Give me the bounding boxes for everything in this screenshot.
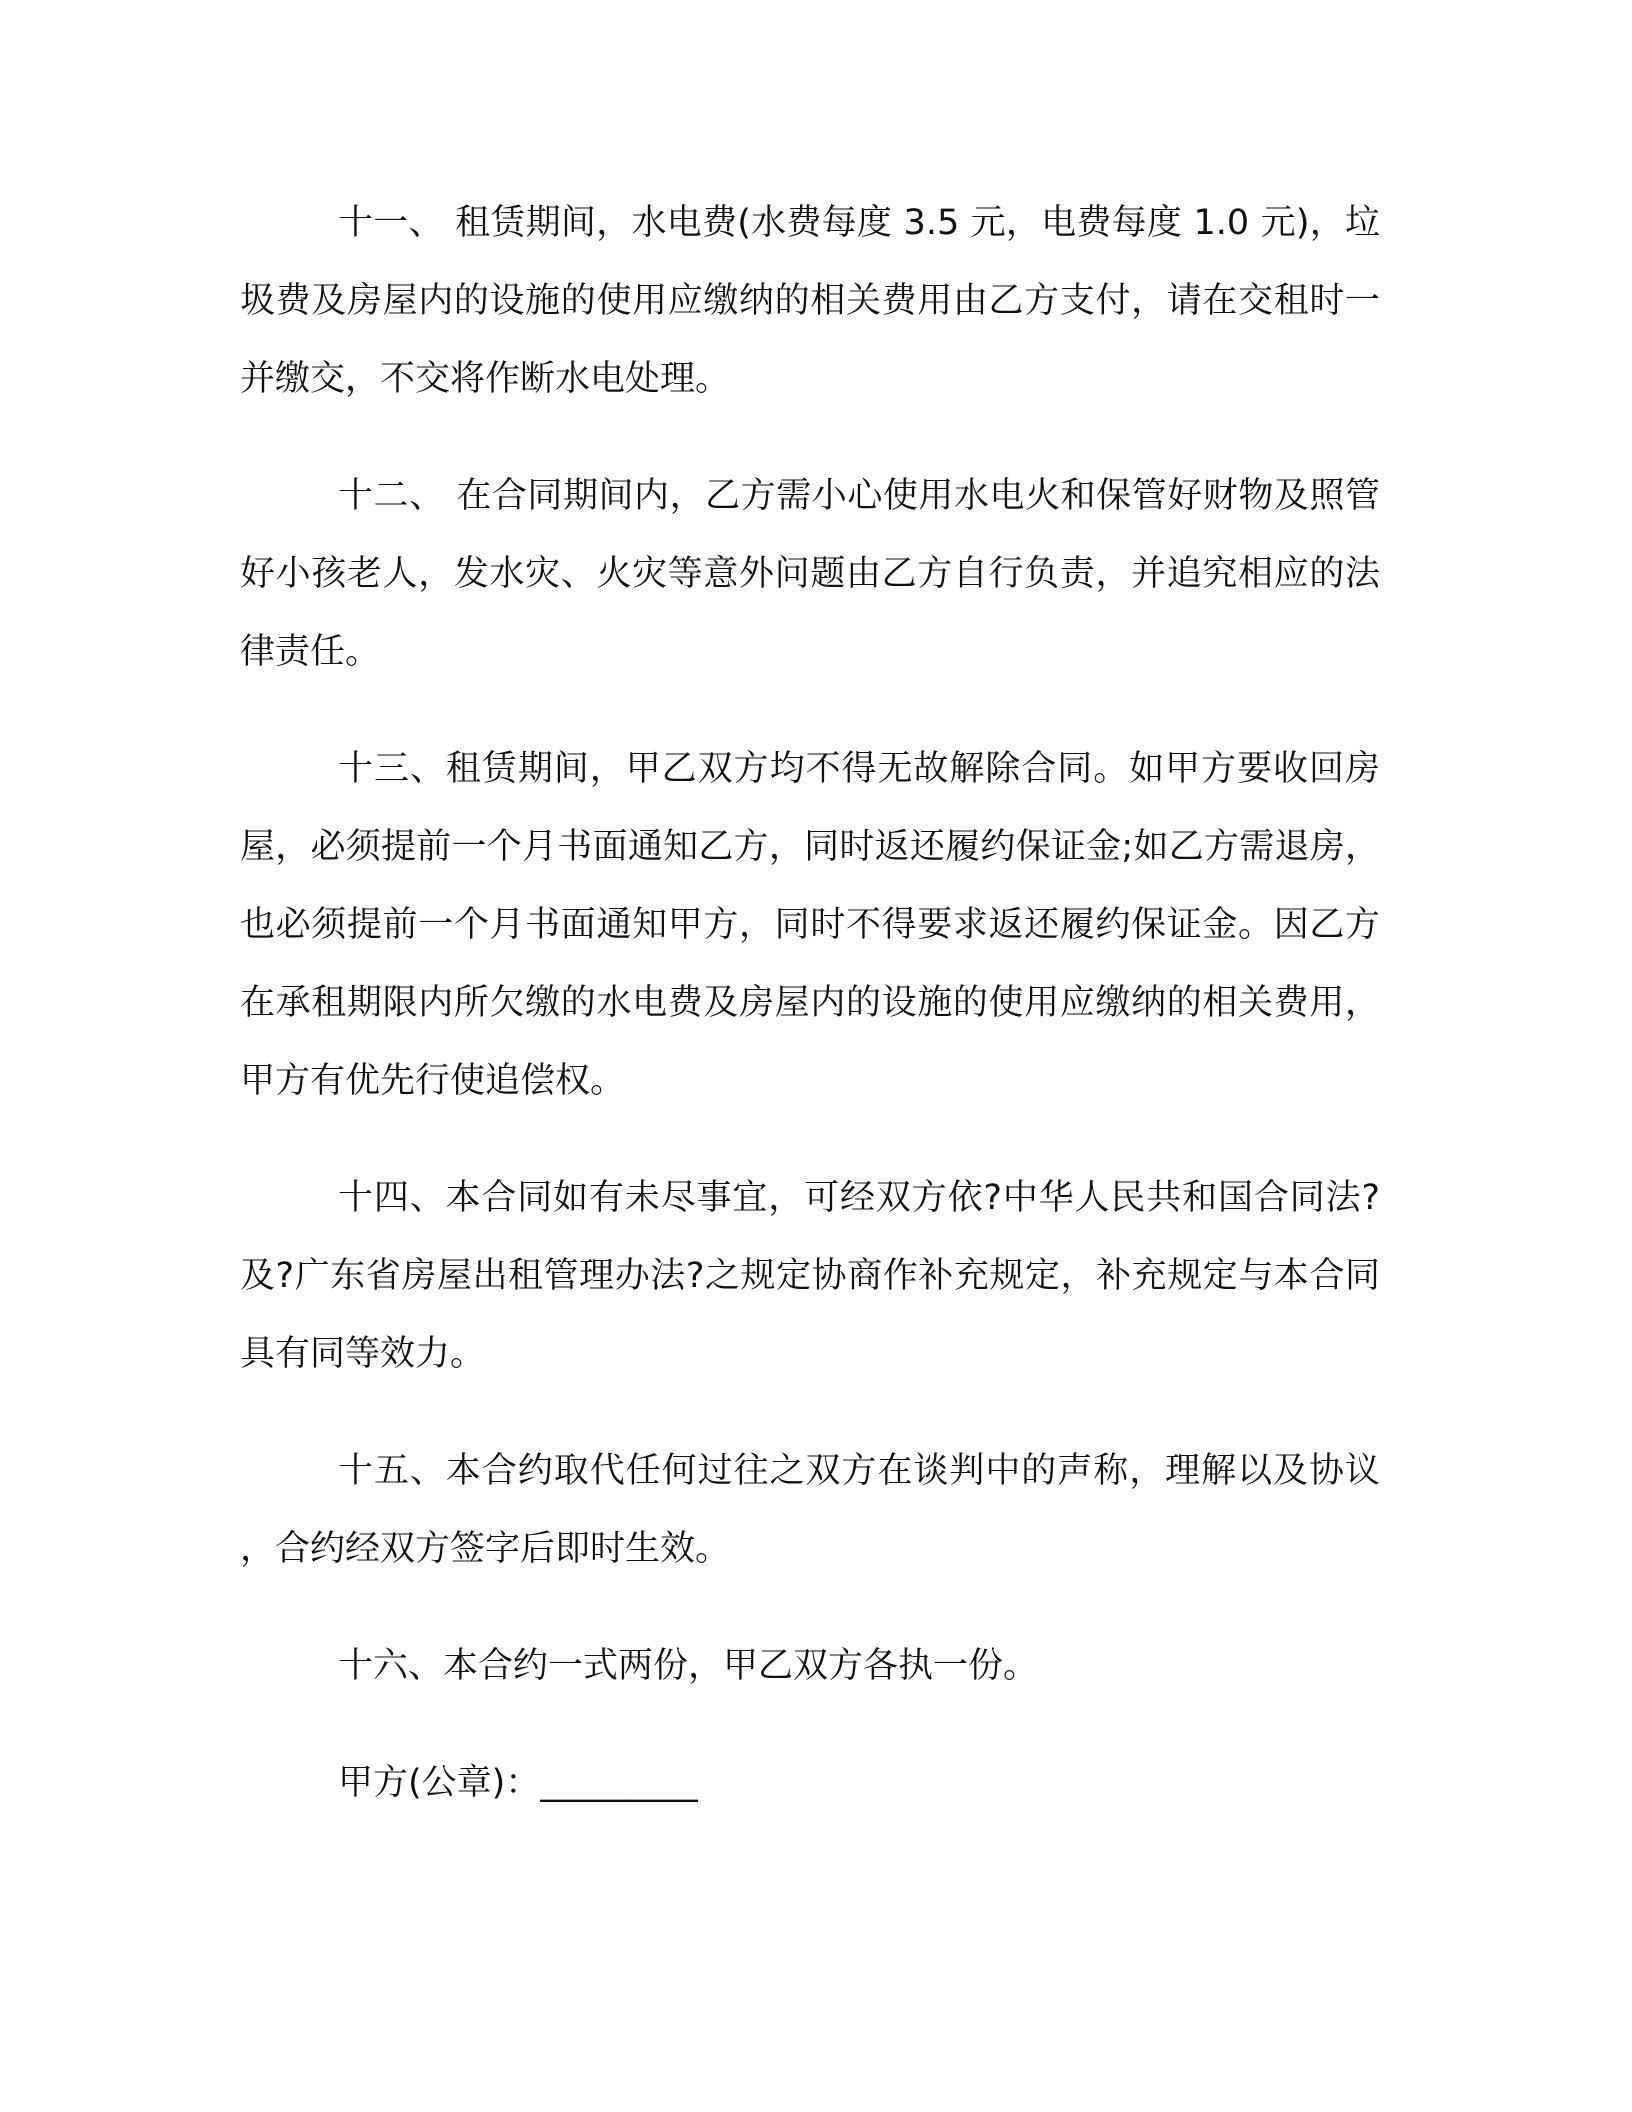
clause-16-paragraph: 十六、本合约一式两份，甲乙双方各执一份。	[338, 1646, 1039, 1686]
clause-14-paragraph: 十四、本合同如有未尽事宜，可经双方依?中华人民共和国合同法?及?广东省房屋出租管理办法?之规定协商作补充规定，补充规定与本合同具有同等效力。	[240, 1178, 1380, 1374]
clause-11-paragraph: 十一、 租赁期间，水电费(水费每度 3.5 元，电费每度 1.0 元)，垃圾费及房屋内的设施的使用应缴纳的相关费用由乙方支付，请在交租时一并缴交，不交将作断水电处理。	[240, 203, 1380, 399]
clause-15-paragraph: 十五、本合约取代任何过往之双方在谈判中的声称，理解以及协议，合约经双方签字后即时生效。	[240, 1451, 1380, 1569]
party-a-seal-line: 甲方(公章)：_________	[338, 1763, 698, 1803]
document-body	[240, 184, 1380, 1822]
clause-12-paragraph: 十二、 在合同期间内，乙方需小心使用水电火和保管好财物及照管好小孩老人，发水灾、火灾等意外问题由乙方自行负责，并追究相应的法律责任。	[240, 476, 1380, 672]
clause-13-paragraph: 十三、租赁期间，甲乙双方均不得无故解除合同。如甲方要收回房屋，必须提前一个月书面通知乙方，同时返还履约保证金;如乙方需退房，也必须提前一个月书面通知甲方，同时不得要求返还履约保证金。因乙方在承租期限内所欠缴的水电费及房屋内的设施的使用应缴纳的相关费用，甲方有优先行使追偿权。	[240, 749, 1380, 1101]
